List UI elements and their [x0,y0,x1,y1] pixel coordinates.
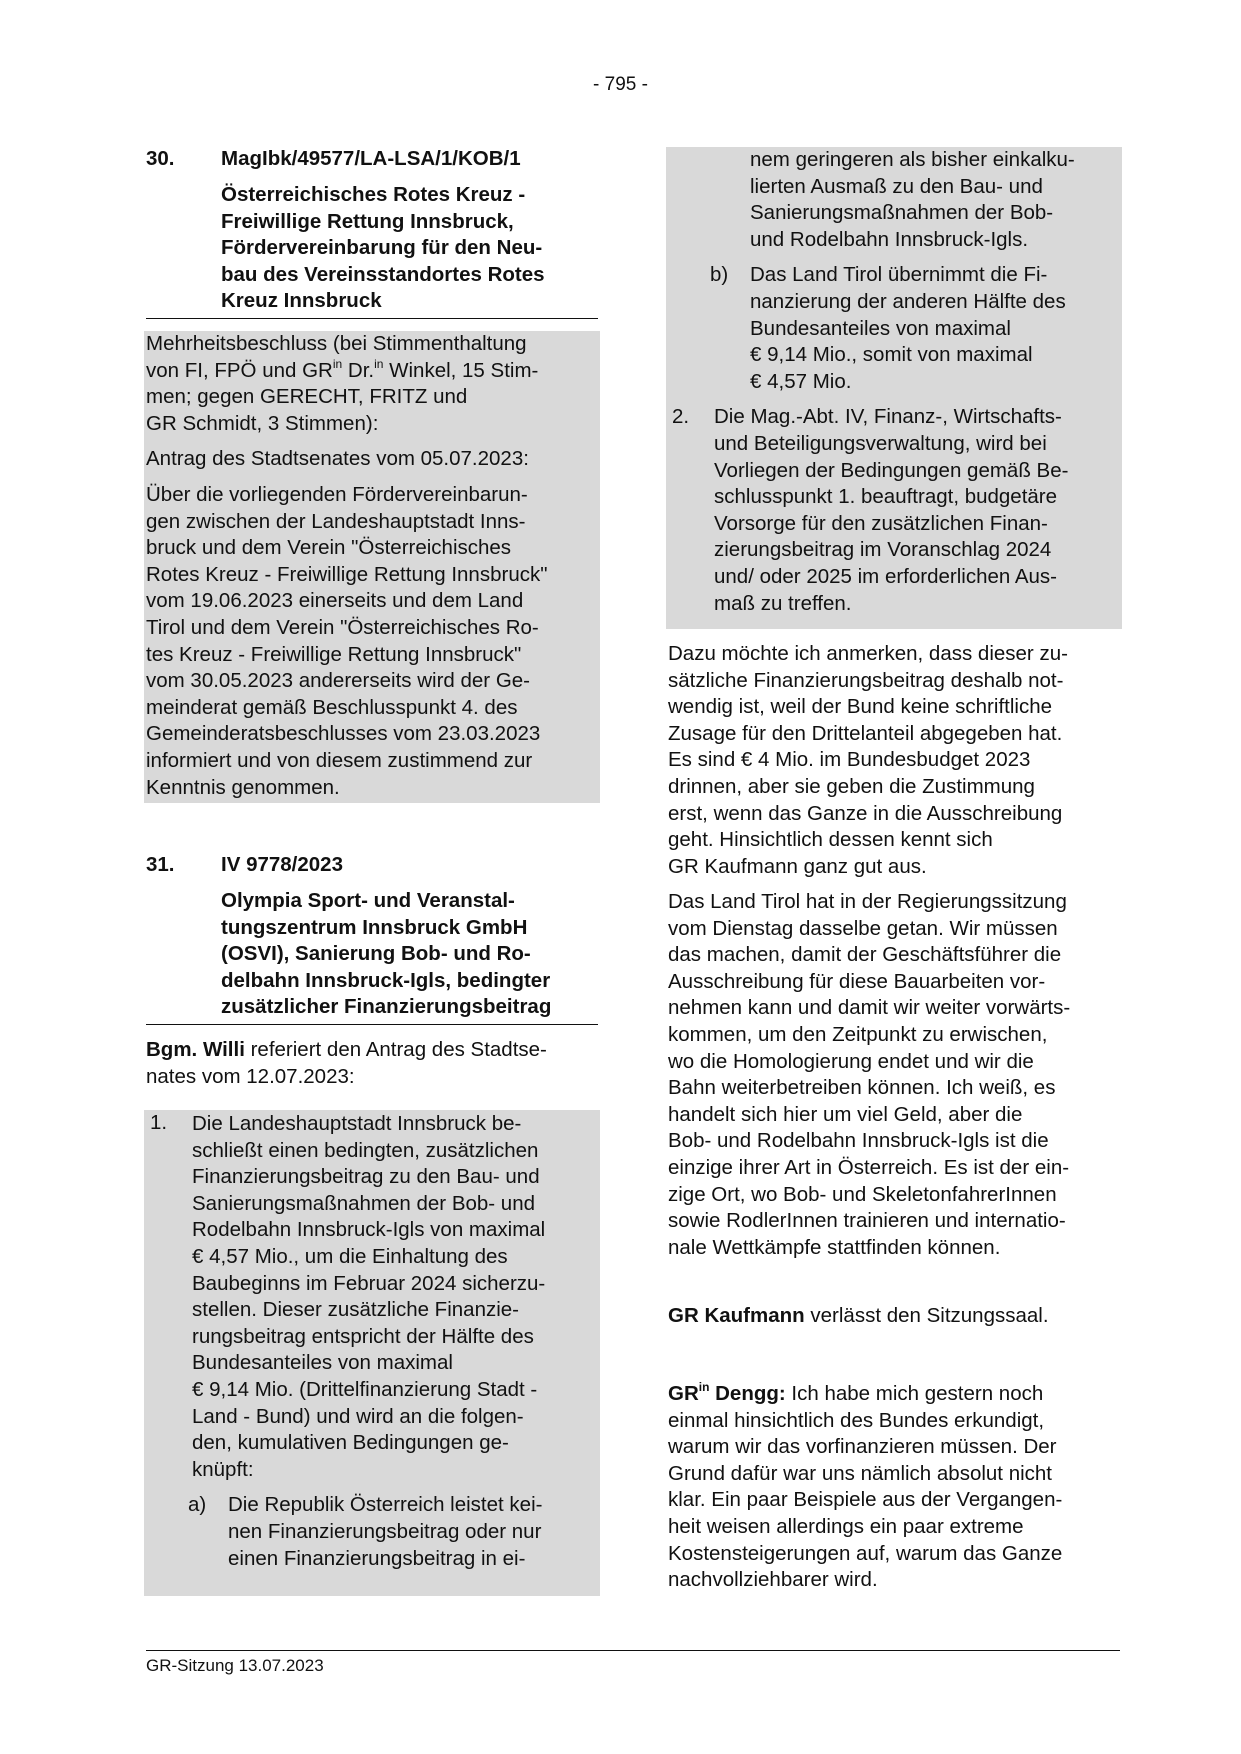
remark-line: wendig ist, weil der Bund keine schriftliche [668,695,1052,719]
text: referiert den Antrag des Stadtse- [244,1038,547,1061]
point-line: Vorliegen der Bedingungen gemäß Be- [714,458,1069,482]
subpoint-line: lierten Ausmaß zu den Bau- und [750,174,1043,198]
superscript: in [332,356,343,371]
point-line: Bundesanteiles von maximal [192,1351,453,1375]
title-line: Österreichisches Rotes Kreuz - [221,183,526,206]
item-reference: IV 9778/2023 [221,853,343,876]
body-line: vom 19.06.2023 einerseits und dem Land [146,589,524,613]
mayor-remarks-1 [666,641,1122,880]
remark-line: Bob- und Rodelbahn Innsbruck-Igls ist die [668,1129,1049,1153]
intro-line: nates vom 12.07.2023: [146,1064,355,1088]
speech-line: heit weisen allerdings ein paar extreme [668,1514,1024,1538]
text: Dengg: [709,1382,786,1405]
speech-line: Kostensteigerungen auf, warum das Ganze [668,1541,1063,1565]
remark-line: sätzliche Finanzierungsbeitrag deshalb not- [668,668,1064,692]
point-line: Rodelbahn Innsbruck-Igls von maximal [192,1218,546,1242]
footer-divider [146,1650,1120,1651]
motion-text: Antrag des Stadtsenates vom 05.07.2023: [146,447,529,471]
speech-dengg [666,1381,1122,1594]
remark-line: GR Kaufmann ganz gut aus. [668,854,927,878]
body-line: Rotes Kreuz - Freiwillige Rettung Innsbruck" [146,562,548,586]
title-line: zusätzlicher Finanzierungsbeitrag [221,995,552,1019]
subpoint-line: nanzierung der anderen Hälfte des [750,289,1066,313]
item-title [221,888,598,1021]
point-line: Baubeginns im Februar 2024 sicherzu- [192,1271,546,1295]
title-line: bau des Vereinsstandortes Rotes [221,262,545,286]
remark-line: wo die Homologierung endet und wir die [668,1049,1034,1073]
point-line: maß zu treffen. [714,591,852,615]
subpoint-line: Bundesanteiles von maximal [750,316,1011,340]
subpoint-line: einen Finanzierungsbeitrag in ei- [228,1546,526,1570]
point-line: Finanzierungsbeitrag zu den Bau- und [192,1165,540,1189]
speech-line: klar. Ein paar Beispiele aus der Vergangen- [668,1488,1063,1512]
superscript: in [698,1380,710,1395]
remark-line: kommen, um den Zeitpunkt zu erwischen, [668,1022,1048,1046]
subpoint-label: b) [710,263,729,287]
text: GR [668,1382,699,1405]
text: Ich habe mich gestern noch [785,1382,1044,1405]
body-line: vom 30.05.2023 andererseits wird der Ge- [146,669,531,693]
text: Dr. [342,358,375,382]
remark-line: zige Ort, wo Bob- und SkeletonfahrerInnen [668,1182,1057,1206]
point-line: den, kumulativen Bedingungen ge- [192,1431,509,1455]
title-line: Kreuz Innsbruck [221,289,382,313]
body-line: informiert und von diesem zustimmend zur [146,748,533,772]
resolution-subpoint-a [146,1492,598,1572]
page-number: - 795 - [593,74,648,95]
point-label: 1. [150,1111,168,1134]
remark-line: Ausschreibung für diese Bauarbeiten vor- [668,969,1046,993]
footer-session-date: GR-Sitzung 13.07.2023 [146,1656,324,1675]
subpoint-line: € 4,57 Mio. [750,369,852,393]
resolution-subpoint-a-continued [668,147,1120,253]
remark-line: Bahn weiterbetreiben können. Ich weiß, es [668,1076,1056,1100]
item-31-resolution-part1 [144,1110,600,1596]
decision-line: GR Schmidt, 3 Stimmen): [146,411,379,435]
body-line: Gemeinderatsbeschlusses vom 23.03.2023 [146,722,541,746]
point-line: € 9,14 Mio. (Drittelfinanzierung Stadt - [192,1377,538,1401]
body-line: gen zwischen der Landeshauptstadt Inns- [146,509,526,533]
point-line: Land - Bund) und wird an die folgen- [192,1404,524,1428]
point-line: Sanierungsmaßnahmen der Bob- und [192,1191,536,1215]
point-line: knüpft: [192,1457,254,1481]
speech-line [668,1381,1120,1408]
item-30-resolution [144,331,600,803]
resolution-point-2 [668,404,1120,617]
point-line: stellen. Dieser zusätzliche Finanzie- [192,1298,519,1322]
superscript: in [374,356,384,371]
item-31-intro [144,1037,600,1090]
speech-line: einmal hinsichtlich des Bundes erkundigt, [668,1408,1045,1432]
point-label: 2. [672,405,690,429]
point-line: Vorsorge für den zusätzlichen Finan- [714,511,1048,535]
point-line: und Beteiligungsverwaltung, wird bei [714,431,1047,455]
body-line: meinderat gemäß Beschlusspunkt 4. des [146,695,518,719]
remark-line: Es sind € 4 Mio. im Bundesbudget 2023 [668,748,1031,772]
title-line: (OSVI), Sanierung Bob- und Ro- [221,942,531,966]
point-line: Die Landeshauptstadt Innsbruck be- [192,1112,522,1135]
remark-line: Das Land Tirol hat in der Regierungssitzung [668,890,1067,913]
remark-line: handelt sich hier um viel Geld, aber die [668,1102,1023,1126]
decision-text [146,331,598,437]
decision-line: men; gegen GERECHT, FRITZ und [146,385,468,409]
point-line: schlusspunkt 1. beauftragt, budgetäre [714,485,1058,509]
title-line: Freiwillige Rettung Innsbruck, [221,209,514,233]
speaker-name: GR Kaufmann [668,1304,805,1327]
remark-line: erst, wenn das Ganze in die Ausschreibung [668,801,1063,825]
remark-line: geht. Hinsichtlich dessen kennt sich [668,828,993,852]
remark-line: sowie RodlerInnen trainieren und internatio- [668,1209,1066,1233]
item-reference: MagIbk/49577/LA-LSA/1/KOB/1 [221,147,521,170]
title-line: tungszentrum Innsbruck GmbH [221,915,528,939]
body-line: Kenntnis genommen. [146,775,340,799]
item-30-divider [146,318,598,319]
speaker-name: Bgm. Willi [146,1038,245,1061]
decision-line: Mehrheitsbeschluss (bei Stimmenthaltung [146,332,527,355]
remark-line: nehmen kann und damit wir weiter vorwärts- [668,996,1071,1020]
body-line: Über die vorliegenden Fördervereinbarun- [146,482,528,506]
resolution-point-1 [146,1110,598,1483]
item-title [221,182,598,315]
event-text: verlässt den Sitzungssaal. [804,1304,1049,1327]
point-line: € 4,57 Mio., um die Einhaltung des [192,1244,508,1268]
item-number: 30. [146,147,175,170]
point-line: Die Mag.-Abt. IV, Finanz-, Wirtschafts- [714,405,1062,429]
item-31-resolution-part2 [666,147,1122,629]
body-line: bruck und dem Verein "Österreichisches [146,536,512,560]
speech-line: warum wir das vorfinanzieren müssen. Der [668,1435,1057,1459]
remark-line: Zusage für den Drittelanteil abgegeben hat. [668,721,1063,745]
point-line: und/ oder 2025 im erforderlichen Aus- [714,564,1058,588]
remark-line: Dazu möchte ich anmerken, dass dieser zu- [668,642,1068,665]
remark-line: einzige ihrer Art in Österreich. Es ist der ein- [668,1155,1070,1179]
subpoint-line: und Rodelbahn Innsbruck-Igls. [750,227,1029,251]
subpoint-label: a) [188,1493,207,1517]
session-event-note [666,1303,1122,1330]
subpoint-line: Das Land Tirol übernimmt die Fi- [750,263,1048,287]
remark-line: das machen, damit der Geschäftsführer die [668,943,1062,967]
remark-line: vom Dienstag dasselbe getan. Wir müssen [668,916,1058,940]
speech-line: nachvollziehbarer wird. [668,1568,878,1592]
text: von FI, FPÖ und GR [146,358,333,382]
subpoint-line: Sanierungsmaßnahmen der Bob- [750,201,1054,225]
speech-line: Grund dafür war uns nämlich absolut nicht [668,1461,1053,1485]
mayor-remarks-2 [666,889,1122,1261]
body-line: Tirol und dem Verein "Österreichisches Ro- [146,615,539,639]
title-line: delbahn Innsbruck-Igls, bedingter [221,968,551,992]
remark-line: drinnen, aber sie geben die Zustimmung [668,774,1035,798]
subpoint-line: nem geringeren als bisher einkalku- [750,148,1075,171]
text: Winkel, 15 Stim- [383,358,539,382]
subpoint-line: Die Republik Österreich leistet kei- [228,1493,543,1517]
point-line: rungsbeitrag entspricht der Hälfte des [192,1324,534,1348]
intro-line [146,1037,598,1064]
item-31-divider [146,1024,598,1025]
title-line: Olympia Sport- und Veranstal- [221,889,515,912]
subpoint-line: € 9,14 Mio., somit von maximal [750,343,1033,367]
body-line: tes Kreuz - Freiwillige Rettung Innsbruck" [146,642,522,666]
decision-line [146,358,598,385]
title-line: Fördervereinbarung für den Neu- [221,236,543,260]
item-number: 31. [146,853,175,876]
resolution-subpoint-b [668,262,1120,395]
resolution-body [146,482,598,801]
point-line: zierungsbeitrag im Voranschlag 2024 [714,538,1052,562]
subpoint-line: nen Finanzierungsbeitrag oder nur [228,1519,542,1543]
remark-line: nale Wettkämpfe stattfinden können. [668,1235,1001,1259]
speaker-name [668,1382,786,1405]
point-line: schließt einen bedingten, zusätzlichen [192,1138,539,1162]
